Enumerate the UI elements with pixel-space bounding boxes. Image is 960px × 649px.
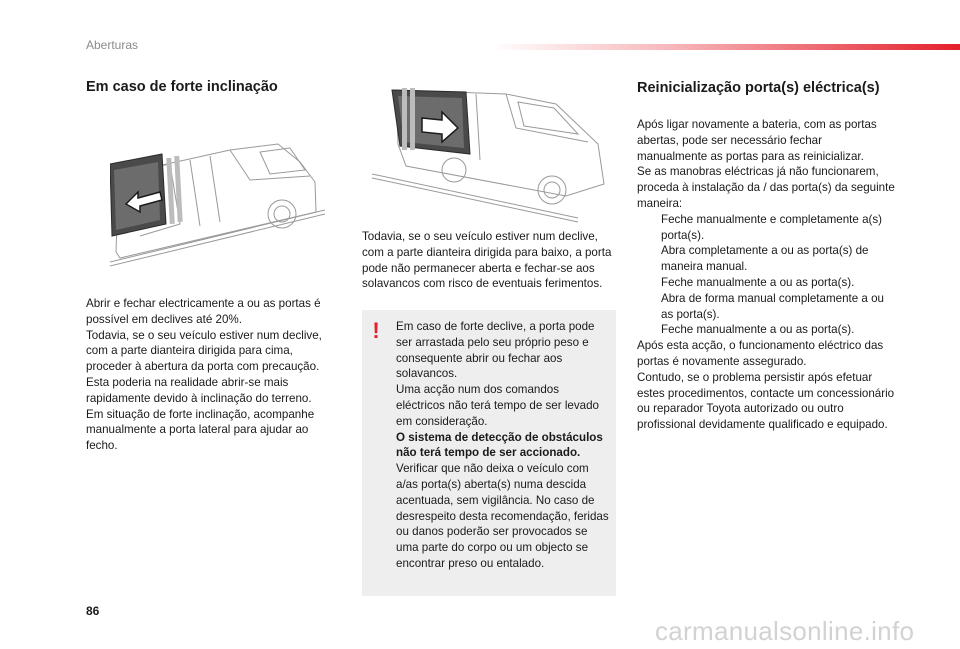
reset-step (637, 243, 895, 275)
van-uphill-illustration (110, 140, 330, 270)
left-paragraph: Abrir e fechar electricamente a ou as portas é possível em declives até 20%. (86, 297, 321, 326)
right-outro: Contudo, se o problema persistir após efetuar estes procedimentos, contacte um concessionário ou reparador Toyota autorizado ou outro profissional devidamente qualificado e equipado. (637, 370, 895, 432)
reset-step (637, 212, 895, 244)
reset-step (637, 275, 895, 291)
reset-step-text: Feche manualmente e completamente a(s) porta(s). (661, 212, 883, 242)
left-body-text (86, 296, 336, 454)
right-outro: Após esta acção, o funcionamento eléctrico das portas é novamente assegurado. (637, 339, 884, 368)
page-number: 86 (86, 604, 100, 618)
warning-paragraph: Uma acção num dos comandos eléctricos não terá tempo de ser levado em consideração. (396, 383, 600, 428)
watermark: carmanualsonline.info (655, 616, 915, 646)
warning-bold-text: O sistema de detecção de obstáculos não terá tempo de ser accionado. (396, 430, 603, 460)
header-accent-bar (490, 44, 960, 50)
reset-step-text: Abra completamente a ou as porta(s) de maneira manual. (661, 244, 869, 274)
warning-paragraph: Verificar que não deixa o veículo com a/as porta(s) aberta(s) numa descida acentuada, sem vigilância. No caso de desrespeito desta recomendação, feridas ou danos poderão ser provocados se uma parte do corpo ou um objecto se encontrar preso ou entalado. (396, 462, 609, 570)
exclamation-icon: ! (372, 318, 380, 343)
heading-steep-incline: Em caso de forte inclinação (86, 79, 278, 95)
van-downhill-illustration (366, 84, 614, 224)
right-intro: Após ligar novamente a bateria, com as portas abertas, pode ser necessário fechar manualmente as portas para as reinicializar. (637, 118, 877, 163)
right-body-text (637, 117, 895, 433)
heading-reset-electric-doors: Reinicialização porta(s) eléctrica(s) (637, 80, 880, 96)
right-intro: Se as manobras eléctricas já não funcionarem, proceda à instalação da / das porta(s) da seguinte maneira: (637, 165, 895, 210)
reset-step-text: Abra de forma manual completamente a ou as porta(s). (661, 291, 884, 321)
reset-steps-list (637, 212, 895, 338)
section-title: Aberturas (86, 38, 139, 52)
warning-text (396, 319, 610, 572)
reset-step (637, 291, 895, 323)
reset-step (637, 322, 895, 338)
warning-paragraph: Em caso de forte declive, a porta pode ser arrastada pelo seu próprio peso e consequente abrir ou fechar aos solavancos. (396, 320, 595, 381)
left-paragraph: Em situação de forte inclinação, acompanhe manualmente a porta lateral para ajudar ao fecho. (86, 407, 315, 453)
warning-box (362, 310, 616, 596)
middle-paragraph: Todavia, se o seu veículo estiver num declive, com a parte dianteira dirigida para baixo, a porta pode não permanecer aberta e fechar-se aos solavancos com risco de eventuais ferimentos. (362, 230, 612, 291)
reset-step-text: Feche manualmente a ou as porta(s). (661, 275, 855, 289)
left-paragraph: Todavia, se o seu veículo estiver num declive, com a parte dianteira dirigida para cima, proceder à abertura da porta com precaução. Esta poderia na realidade abrir-se mais rapidamente devido à inclinação do terreno. (86, 328, 322, 405)
reset-step-text: Feche manualmente a ou as porta(s). (661, 323, 855, 337)
